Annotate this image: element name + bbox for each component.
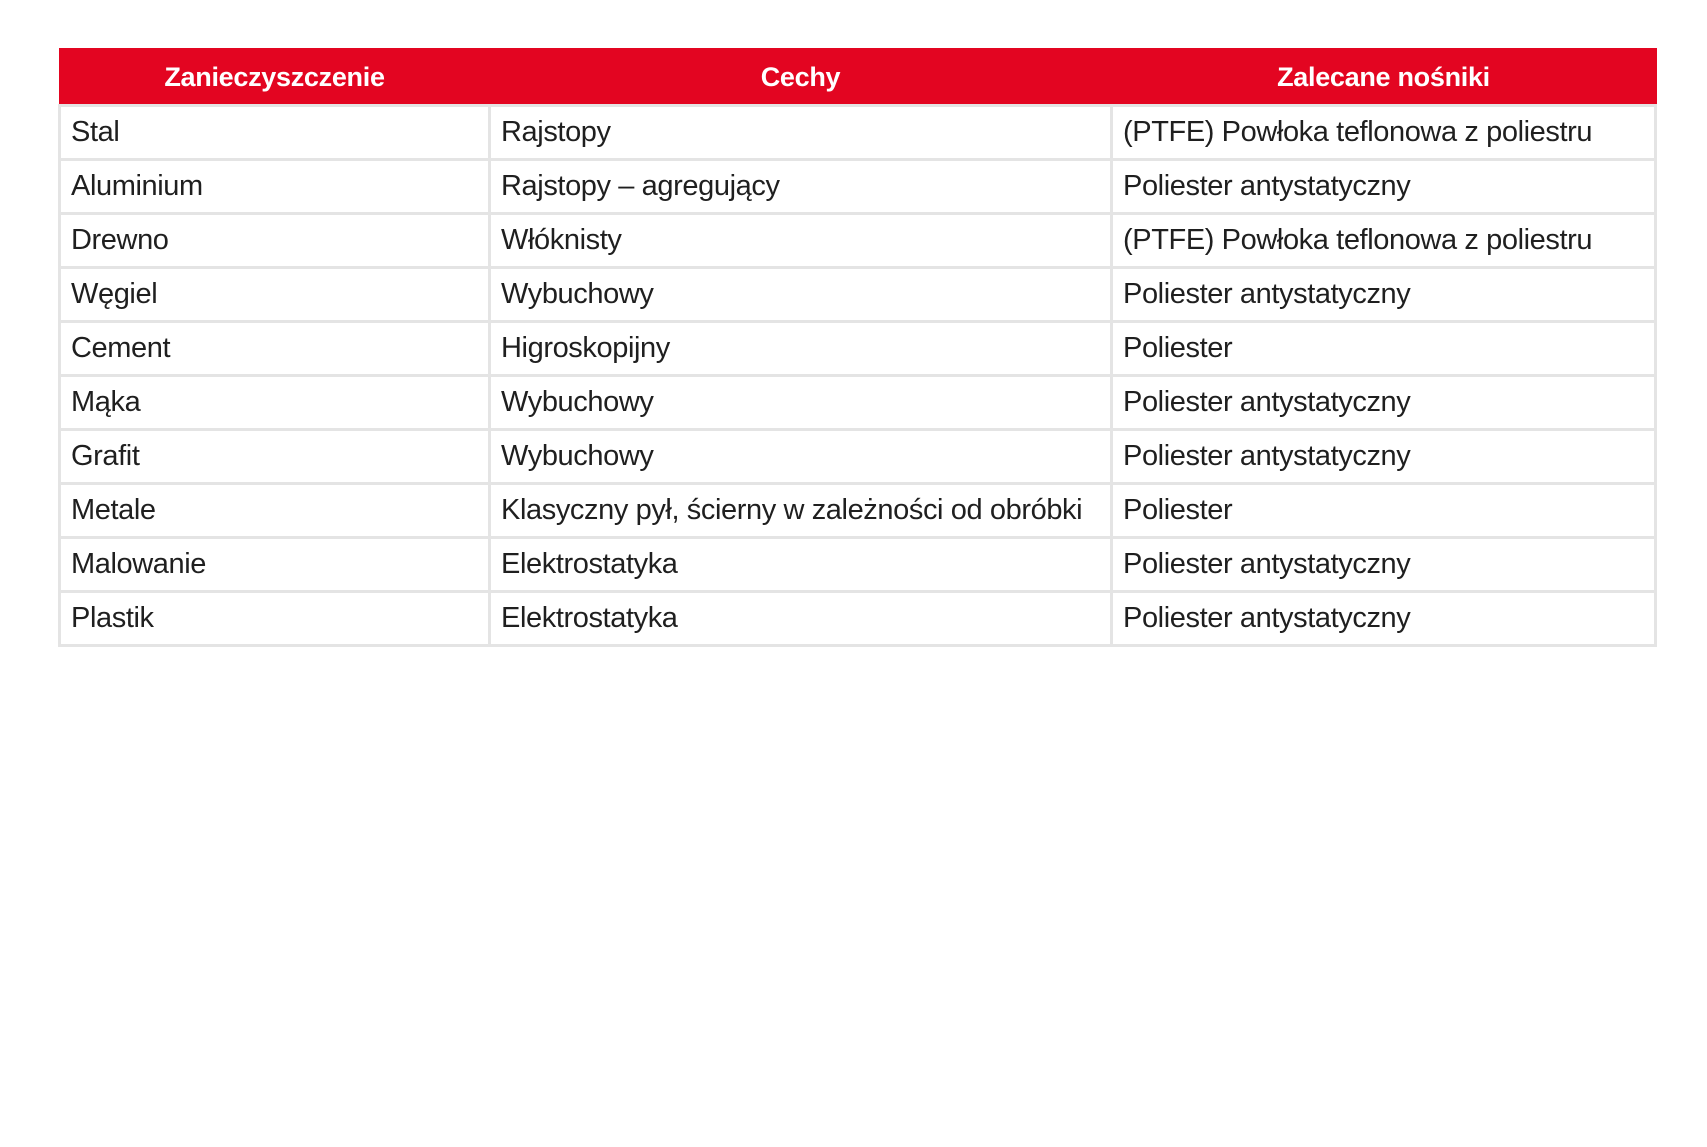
cell-features: Rajstopy – agregujący xyxy=(490,160,1112,214)
cell-features: Włóknisty xyxy=(490,214,1112,268)
cell-features: Wybuchowy xyxy=(490,376,1112,430)
cell-contaminant: Drewno xyxy=(60,214,490,268)
cell-contaminant: Plastik xyxy=(60,592,490,646)
table-row xyxy=(60,106,1656,160)
cell-contaminant: Węgiel xyxy=(60,268,490,322)
cell-recommended-media: (PTFE) Powłoka teflonowa z poliestru xyxy=(1112,106,1656,160)
contaminants-table-container xyxy=(58,48,1654,647)
table-row xyxy=(60,592,1656,646)
cell-features: Wybuchowy xyxy=(490,430,1112,484)
cell-contaminant: Malowanie xyxy=(60,538,490,592)
cell-features: Rajstopy xyxy=(490,106,1112,160)
cell-features: Elektrostatyka xyxy=(490,538,1112,592)
header-features: Cechy xyxy=(490,49,1112,106)
header-recommended-media: Zalecane nośniki xyxy=(1112,49,1656,106)
table-row xyxy=(60,538,1656,592)
table-row xyxy=(60,484,1656,538)
cell-recommended-media: Poliester xyxy=(1112,322,1656,376)
cell-contaminant: Cement xyxy=(60,322,490,376)
header-contaminant: Zanieczyszczenie xyxy=(60,49,490,106)
cell-contaminant: Grafit xyxy=(60,430,490,484)
cell-recommended-media: Poliester xyxy=(1112,484,1656,538)
cell-recommended-media: Poliester antystatyczny xyxy=(1112,430,1656,484)
cell-contaminant: Mąka xyxy=(60,376,490,430)
table-row xyxy=(60,430,1656,484)
table-row xyxy=(60,322,1656,376)
cell-recommended-media: Poliester antystatyczny xyxy=(1112,160,1656,214)
cell-recommended-media: Poliester antystatyczny xyxy=(1112,376,1656,430)
cell-contaminant: Stal xyxy=(60,106,490,160)
cell-features: Klasyczny pył, ścierny w zależności od obróbki xyxy=(490,484,1112,538)
table-row xyxy=(60,160,1656,214)
table-row xyxy=(60,268,1656,322)
cell-recommended-media: Poliester antystatyczny xyxy=(1112,592,1656,646)
table-body xyxy=(60,106,1656,646)
cell-recommended-media: Poliester antystatyczny xyxy=(1112,538,1656,592)
table-row xyxy=(60,214,1656,268)
cell-recommended-media: (PTFE) Powłoka teflonowa z poliestru xyxy=(1112,214,1656,268)
cell-features: Wybuchowy xyxy=(490,268,1112,322)
contaminants-table xyxy=(58,48,1657,647)
table-row xyxy=(60,376,1656,430)
cell-features: Elektrostatyka xyxy=(490,592,1112,646)
table-header xyxy=(60,49,1656,106)
header-row xyxy=(60,49,1656,106)
cell-contaminant: Aluminium xyxy=(60,160,490,214)
cell-features: Higroskopijny xyxy=(490,322,1112,376)
cell-contaminant: Metale xyxy=(60,484,490,538)
cell-recommended-media: Poliester antystatyczny xyxy=(1112,268,1656,322)
